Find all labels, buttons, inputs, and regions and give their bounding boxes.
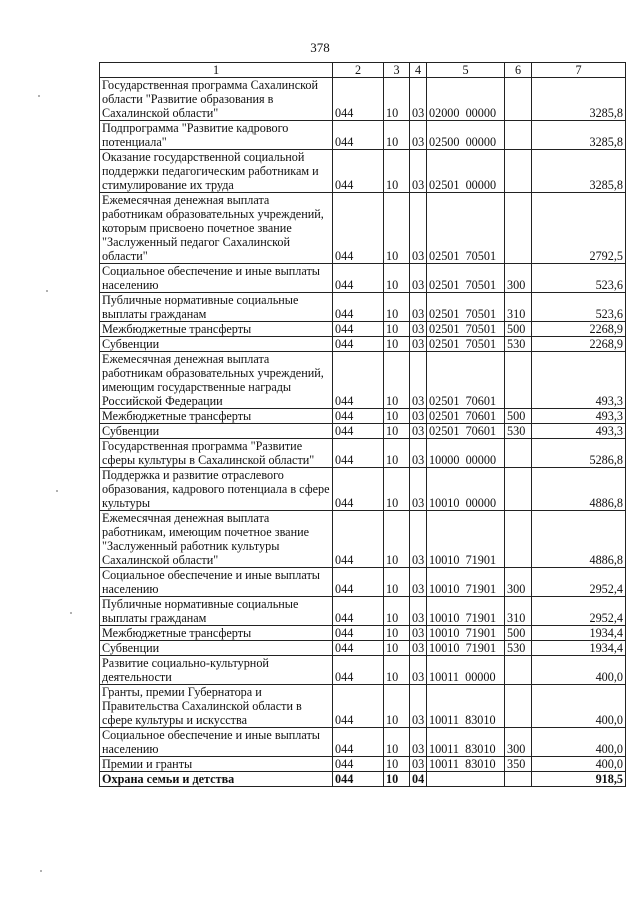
row-c3-cell: 10: [384, 511, 410, 568]
row-c6-cell: [505, 685, 532, 728]
row-c7-cell: 2792,5: [532, 193, 626, 264]
row-c7-cell: 3285,8: [532, 121, 626, 150]
row-c5-cell: 02500 00000: [427, 121, 505, 150]
row-c7-cell: 1934,4: [532, 641, 626, 656]
row-c2-cell: 044: [333, 728, 384, 757]
header-cell: 3: [384, 63, 410, 78]
row-c4-cell: 03: [410, 322, 427, 337]
table-row: [100, 150, 626, 193]
row-c2-cell: 044: [333, 322, 384, 337]
row-c5-cell: 10010 71901: [427, 641, 505, 656]
row-c5-cell: 02501 00000: [427, 150, 505, 193]
row-name-cell: Социальное обеспечение и иные выплаты населению: [100, 728, 333, 757]
row-c4-cell: 03: [410, 757, 427, 772]
row-c6-cell: [505, 352, 532, 409]
row-c3-cell: 10: [384, 728, 410, 757]
row-c6-cell: [505, 468, 532, 511]
row-name-cell: Публичные нормативные социальные выплаты гражданам: [100, 293, 333, 322]
row-c3-cell: 10: [384, 352, 410, 409]
row-c4-cell: 03: [410, 352, 427, 409]
row-c2-cell: 044: [333, 685, 384, 728]
row-c3-cell: 10: [384, 641, 410, 656]
row-c2-cell: 044: [333, 352, 384, 409]
row-c6-cell: [505, 121, 532, 150]
table-row: [100, 656, 626, 685]
table-row: [100, 626, 626, 641]
row-c5-cell: 02501 70601: [427, 409, 505, 424]
row-c4-cell: 03: [410, 264, 427, 293]
row-c6-cell: [505, 656, 532, 685]
row-c5-cell: 02501 70501: [427, 293, 505, 322]
row-c6-cell: [505, 78, 532, 121]
table-row: [100, 409, 626, 424]
row-c4-cell: 03: [410, 685, 427, 728]
row-name-cell: Социальное обеспечение и иные выплаты населению: [100, 264, 333, 293]
row-c3-cell: 10: [384, 685, 410, 728]
row-c5-cell: 10011 83010: [427, 757, 505, 772]
row-c4-cell: 03: [410, 193, 427, 264]
row-c4-cell: 03: [410, 78, 427, 121]
table-row: [100, 685, 626, 728]
row-c3-cell: 10: [384, 337, 410, 352]
row-c7-cell: 5286,8: [532, 439, 626, 468]
table-row: [100, 728, 626, 757]
table-header-row: [100, 63, 626, 78]
row-c6-cell: 350: [505, 757, 532, 772]
header-cell: 5: [427, 63, 505, 78]
row-c5-cell: 10010 00000: [427, 468, 505, 511]
row-c3-cell: 10: [384, 772, 410, 787]
row-c3-cell: 10: [384, 293, 410, 322]
table-row: [100, 352, 626, 409]
row-c3-cell: 10: [384, 439, 410, 468]
table-row: [100, 511, 626, 568]
row-c2-cell: 044: [333, 78, 384, 121]
row-c6-cell: 530: [505, 337, 532, 352]
row-name-cell: Ежемесячная денежная выплата работникам образовательных учреждений, имеющим государственные награды Российской Федерации: [100, 352, 333, 409]
row-c5-cell: 10010 71901: [427, 626, 505, 641]
row-c5-cell: [427, 772, 505, 787]
row-c3-cell: 10: [384, 626, 410, 641]
row-name-cell: Социальное обеспечение и иные выплаты населению: [100, 568, 333, 597]
row-c6-cell: 300: [505, 728, 532, 757]
row-name-cell: Ежемесячная денежная выплата работникам образовательных учреждений, которым присвоено почетное звание "Заслуженный педагог Сахалинской области": [100, 193, 333, 264]
table-row: [100, 468, 626, 511]
row-c7-cell: 1934,4: [532, 626, 626, 641]
row-c6-cell: 300: [505, 264, 532, 293]
row-c7-cell: 493,3: [532, 409, 626, 424]
row-name-cell: Межбюджетные трансферты: [100, 322, 333, 337]
row-c4-cell: 03: [410, 656, 427, 685]
row-c7-cell: 2268,9: [532, 337, 626, 352]
scan-speck: [38, 95, 40, 97]
row-name-cell: Поддержка и развитие отраслевого образования, кадрового потенциала в сфере культуры: [100, 468, 333, 511]
row-c6-cell: 310: [505, 293, 532, 322]
row-c7-cell: 4886,8: [532, 468, 626, 511]
row-c5-cell: 10010 71901: [427, 511, 505, 568]
row-c7-cell: 3285,8: [532, 150, 626, 193]
row-c7-cell: 400,0: [532, 656, 626, 685]
row-c2-cell: 044: [333, 468, 384, 511]
row-c4-cell: 03: [410, 626, 427, 641]
scan-speck: [56, 490, 58, 492]
row-c3-cell: 10: [384, 150, 410, 193]
row-c2-cell: 044: [333, 568, 384, 597]
scan-speck: [46, 290, 48, 292]
row-name-cell: Ежемесячная денежная выплата работникам, имеющим почетное звание "Заслуженный работник культуры Сахалинской области": [100, 511, 333, 568]
row-name-cell: Публичные нормативные социальные выплаты гражданам: [100, 597, 333, 626]
row-name-cell: Оказание государственной социальной поддержки педагогическим работникам и стимулирование их труда: [100, 150, 333, 193]
row-c6-cell: 530: [505, 641, 532, 656]
row-c3-cell: 10: [384, 656, 410, 685]
header-cell: 4: [410, 63, 427, 78]
row-name-cell: Государственная программа Сахалинской области "Развитие образования в Сахалинской области": [100, 78, 333, 121]
row-c3-cell: 10: [384, 121, 410, 150]
row-c4-cell: 03: [410, 121, 427, 150]
row-name-cell: Премии и гранты: [100, 757, 333, 772]
table-row: [100, 757, 626, 772]
table-row: [100, 641, 626, 656]
table-row: [100, 439, 626, 468]
row-c4-cell: 03: [410, 409, 427, 424]
row-c4-cell: 03: [410, 568, 427, 597]
row-c6-cell: [505, 193, 532, 264]
row-c7-cell: 400,0: [532, 685, 626, 728]
row-c6-cell: [505, 772, 532, 787]
table-row: [100, 293, 626, 322]
header-cell: 6: [505, 63, 532, 78]
row-c2-cell: 044: [333, 337, 384, 352]
scan-speck: [70, 612, 72, 614]
row-name-cell: Субвенции: [100, 337, 333, 352]
row-c5-cell: 02501 70501: [427, 193, 505, 264]
row-c2-cell: 044: [333, 193, 384, 264]
row-c5-cell: 02501 70501: [427, 337, 505, 352]
table-row: [100, 772, 626, 787]
row-c2-cell: 044: [333, 597, 384, 626]
row-c7-cell: 523,6: [532, 293, 626, 322]
row-c3-cell: 10: [384, 757, 410, 772]
row-name-cell: Межбюджетные трансферты: [100, 626, 333, 641]
row-c2-cell: 044: [333, 264, 384, 293]
table-row: [100, 121, 626, 150]
row-c5-cell: 02501 70601: [427, 352, 505, 409]
row-c7-cell: 400,0: [532, 728, 626, 757]
header-cell: 1: [100, 63, 333, 78]
table-row: [100, 597, 626, 626]
table-row: [100, 424, 626, 439]
row-c6-cell: 500: [505, 626, 532, 641]
table-row: [100, 337, 626, 352]
row-c6-cell: [505, 150, 532, 193]
row-c7-cell: 3285,8: [532, 78, 626, 121]
row-c6-cell: 500: [505, 409, 532, 424]
row-c6-cell: 310: [505, 597, 532, 626]
row-c7-cell: 493,3: [532, 424, 626, 439]
row-c4-cell: 03: [410, 150, 427, 193]
row-name-cell: Субвенции: [100, 641, 333, 656]
row-c5-cell: 02501 70501: [427, 264, 505, 293]
row-c2-cell: 044: [333, 409, 384, 424]
row-name-cell: Государственная программа "Развитие сферы культуры в Сахалинской области": [100, 439, 333, 468]
row-c4-cell: 03: [410, 337, 427, 352]
row-c6-cell: 530: [505, 424, 532, 439]
row-c2-cell: 044: [333, 424, 384, 439]
row-c4-cell: 03: [410, 293, 427, 322]
row-c5-cell: 10010 71901: [427, 597, 505, 626]
row-c2-cell: 044: [333, 772, 384, 787]
table-row: [100, 78, 626, 121]
row-c5-cell: 02501 70501: [427, 322, 505, 337]
row-c3-cell: 10: [384, 597, 410, 626]
row-c4-cell: 03: [410, 468, 427, 511]
row-c5-cell: 10010 71901: [427, 568, 505, 597]
row-c3-cell: 10: [384, 468, 410, 511]
row-c2-cell: 044: [333, 757, 384, 772]
row-c5-cell: 10011 83010: [427, 728, 505, 757]
row-c2-cell: 044: [333, 511, 384, 568]
row-c6-cell: 500: [505, 322, 532, 337]
header-cell: 7: [532, 63, 626, 78]
row-c7-cell: 523,6: [532, 264, 626, 293]
row-name-cell: Развитие социально-культурной деятельности: [100, 656, 333, 685]
row-c4-cell: 04: [410, 772, 427, 787]
row-c6-cell: 300: [505, 568, 532, 597]
row-c3-cell: 10: [384, 193, 410, 264]
row-c5-cell: 10011 83010: [427, 685, 505, 728]
row-c2-cell: 044: [333, 150, 384, 193]
table-row: [100, 322, 626, 337]
row-c7-cell: 400,0: [532, 757, 626, 772]
row-c4-cell: 03: [410, 641, 427, 656]
page-number: 378: [310, 40, 330, 55]
table-row: [100, 193, 626, 264]
row-c5-cell: 10011 00000: [427, 656, 505, 685]
row-name-cell: Межбюджетные трансферты: [100, 409, 333, 424]
table-row: [100, 264, 626, 293]
header-cell: 2: [333, 63, 384, 78]
row-name-cell: Субвенции: [100, 424, 333, 439]
row-c3-cell: 10: [384, 322, 410, 337]
row-c7-cell: 2268,9: [532, 322, 626, 337]
row-c7-cell: 918,5: [532, 772, 626, 787]
row-c4-cell: 03: [410, 597, 427, 626]
budget-table: [99, 62, 626, 787]
row-c6-cell: [505, 439, 532, 468]
row-c5-cell: 02501 70601: [427, 424, 505, 439]
row-c2-cell: 044: [333, 293, 384, 322]
row-c6-cell: [505, 511, 532, 568]
row-c2-cell: 044: [333, 121, 384, 150]
row-name-cell: Гранты, премии Губернатора и Правительства Сахалинской области в сфере культуры и искусства: [100, 685, 333, 728]
row-name-cell: Охрана семьи и детства: [100, 772, 333, 787]
row-c3-cell: 10: [384, 568, 410, 597]
row-c3-cell: 10: [384, 424, 410, 439]
scan-speck: [40, 870, 42, 872]
row-name-cell: Подпрограмма "Развитие кадрового потенциала": [100, 121, 333, 150]
row-c2-cell: 044: [333, 641, 384, 656]
row-c4-cell: 03: [410, 728, 427, 757]
row-c3-cell: 10: [384, 78, 410, 121]
row-c2-cell: 044: [333, 626, 384, 641]
row-c4-cell: 03: [410, 424, 427, 439]
row-c2-cell: 044: [333, 439, 384, 468]
row-c4-cell: 03: [410, 511, 427, 568]
row-c5-cell: 02000 00000: [427, 78, 505, 121]
row-c3-cell: 10: [384, 264, 410, 293]
row-c5-cell: 10000 00000: [427, 439, 505, 468]
row-c7-cell: 2952,4: [532, 597, 626, 626]
row-c3-cell: 10: [384, 409, 410, 424]
table-row: [100, 568, 626, 597]
row-c7-cell: 493,3: [532, 352, 626, 409]
row-c7-cell: 4886,8: [532, 511, 626, 568]
row-c7-cell: 2952,4: [532, 568, 626, 597]
row-c2-cell: 044: [333, 656, 384, 685]
row-c4-cell: 03: [410, 439, 427, 468]
